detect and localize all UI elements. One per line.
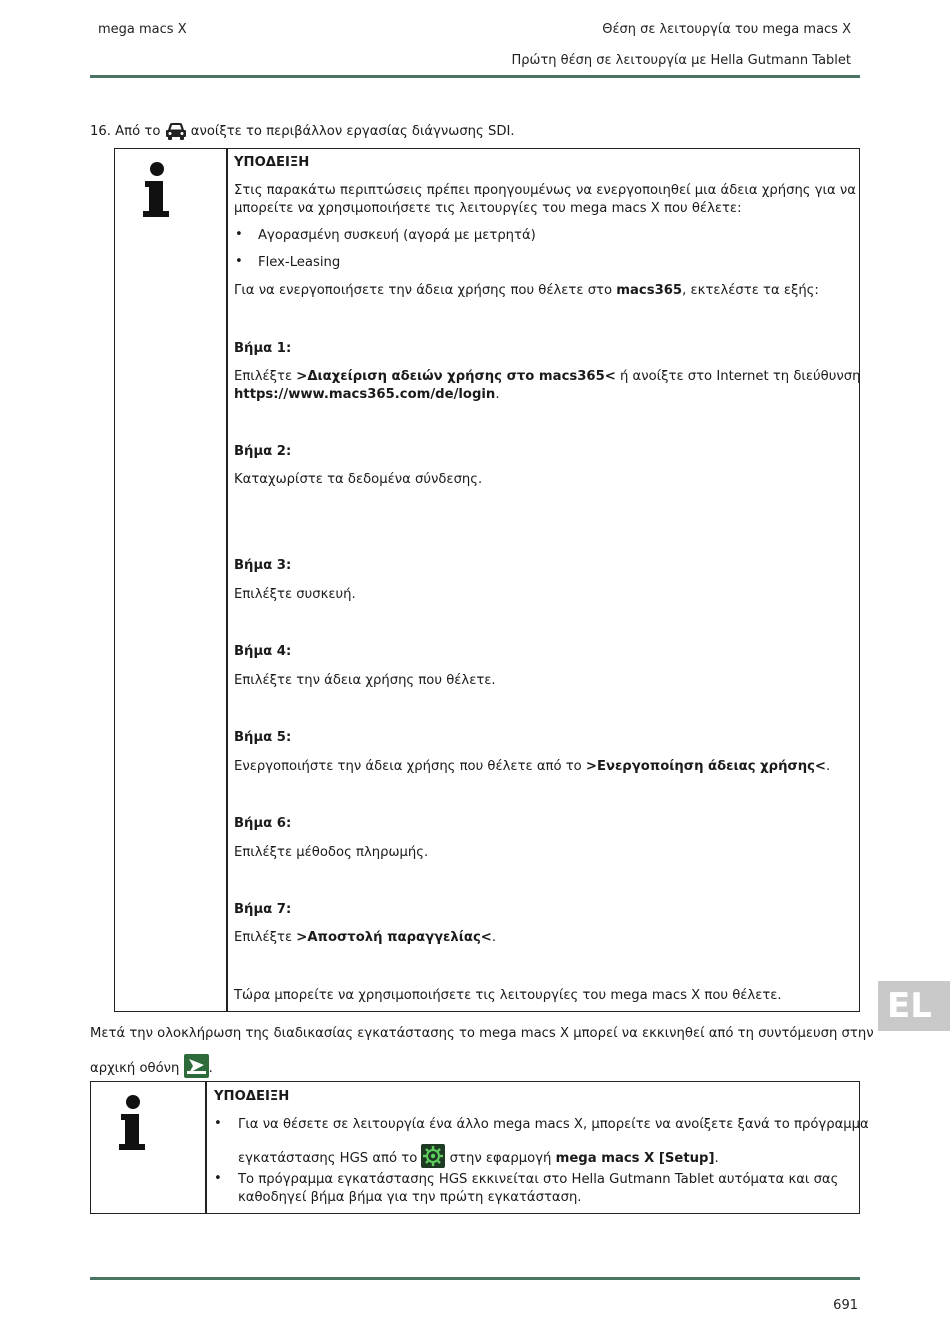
note-divider xyxy=(226,149,228,1011)
step1-text: Επιλέξτε >Διαχείριση αδειών χρήσης στο macs365< ή ανοίξτε στο Internet τη διεύθυνση xyxy=(234,369,861,384)
info-icon xyxy=(113,1094,153,1152)
step-16-after: ανοίξτε το περιβάλλον εργασίας διάγνωσης SDI. xyxy=(186,124,515,139)
note1-title: ΥΠΟΔΕΙΞΗ xyxy=(234,155,310,170)
bullet-marker: • xyxy=(214,1171,222,1186)
note1-activate: Για να ενεργοποιήσετε την άδεια χρήσης που θέλετε στο macs365, εκτελέστε τα εξής: xyxy=(234,283,819,298)
note2-b1-line1: Για να θέσετε σε λειτουργία ένα άλλο mega macs X, μπορείτε να ανοίξετε ξανά το πρόγραμμα xyxy=(238,1117,869,1132)
page-number: 691 xyxy=(833,1298,858,1313)
step6-label: Βήμα 6: xyxy=(234,816,292,831)
header-rule xyxy=(90,75,860,78)
step3-text: Επιλέξτε συσκευή. xyxy=(234,587,356,602)
header-left: mega macs X xyxy=(98,22,187,37)
note-box-license xyxy=(114,148,860,1012)
step2-text: Καταχωρίστε τα δεδομένα σύνδεσης. xyxy=(234,472,483,487)
step2-label: Βήμα 2: xyxy=(234,444,292,459)
note2-b2-line2: καθοδηγεί βήμα βήμα για την πρώτη εγκατάσταση. xyxy=(238,1190,582,1205)
note1-bullet-1: Αγορασμένη συσκευή (αγορά με μετρητά) xyxy=(258,228,536,243)
step1-url[interactable]: https://www.macs365.com/de/login. xyxy=(234,387,500,402)
note1-intro-line2: μπορείτε να χρησιμοποιήσετε τις λειτουργίες του mega macs X που θέλετε: xyxy=(234,201,742,216)
step-16-before: 16. Από το xyxy=(90,124,165,139)
note2-title: ΥΠΟΔΕΙΞΗ xyxy=(214,1089,290,1104)
step-16 xyxy=(90,121,515,147)
step3-label: Βήμα 3: xyxy=(234,558,292,573)
note2-b1-line2: εγκατάστασης HGS από το στην εφαρμογή mega macs X [Setup]. xyxy=(238,1144,719,1174)
bullet-marker: • xyxy=(214,1116,222,1131)
car-icon xyxy=(165,121,187,147)
note1-intro-line1: Στις παρακάτω περιπτώσεις πρέπει προηγουμένως να ενεργοποιηθεί μια άδεια χρήσης για να xyxy=(234,183,856,198)
note1-bullet-2: Flex-Leasing xyxy=(258,255,341,270)
step5-text: Ενεργοποιήστε την άδεια χρήσης που θέλετε από το >Ενεργοποίηση άδειας χρήσης<. xyxy=(234,759,831,774)
after-install-line2: αρχική οθόνη . xyxy=(90,1054,213,1084)
bullet-marker: • xyxy=(235,227,243,242)
step4-text: Επιλέξτε την άδεια χρήσης που θέλετε. xyxy=(234,673,496,688)
note2-b2-line1: Το πρόγραμμα εγκατάστασης HGS εκκινείται στο Hella Gutmann Tablet αυτόματα και σας xyxy=(238,1172,839,1187)
header-right-title: Θέση σε λειτουργία του mega macs X xyxy=(602,22,851,37)
after-install-line1: Μετά την ολοκλήρωση της διαδικασίας εγκατάστασης το mega macs X μπορεί να εκκινηθεί από τη συντόμευση στην xyxy=(90,1026,874,1041)
note1-final: Τώρα μπορείτε να χρησιμοποιήσετε τις λειτουργίες του mega macs X που θέλετε. xyxy=(234,988,782,1003)
step7-text: Επιλέξτε >Αποστολή παραγγελίας<. xyxy=(234,930,497,945)
bullet-marker: • xyxy=(235,254,243,269)
step5-label: Βήμα 5: xyxy=(234,730,292,745)
footer-rule xyxy=(90,1277,860,1280)
mega-macs-shortcut-icon[interactable] xyxy=(184,1054,209,1084)
note-divider xyxy=(205,1082,207,1213)
info-icon xyxy=(137,161,177,219)
step1-label: Βήμα 1: xyxy=(234,341,292,356)
step6-text: Επιλέξτε μέθοδος πληρωμής. xyxy=(234,845,429,860)
header-right-subtitle: Πρώτη θέση σε λειτουργία με Hella Gutmann Tablet xyxy=(511,53,851,68)
step4-label: Βήμα 4: xyxy=(234,644,292,659)
step7-label: Βήμα 7: xyxy=(234,902,292,917)
language-tab: EL xyxy=(878,981,950,1031)
setup-gear-icon[interactable] xyxy=(421,1144,445,1174)
